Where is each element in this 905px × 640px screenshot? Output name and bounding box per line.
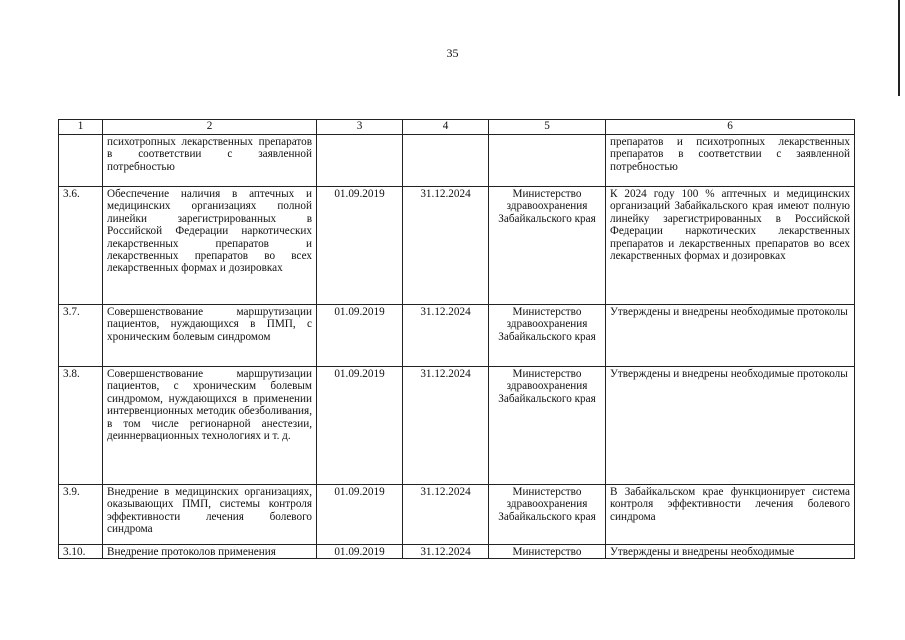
table-row [59, 545, 855, 559]
header-row [59, 120, 855, 135]
result-cell: В Забайкальском крае функционирует система контроля эффективности лечения болевого синдрома [606, 485, 855, 545]
start-date-cell: 01.09.2019 [317, 367, 403, 485]
result-cell: Утверждены и внедрены необходимые протоколы [606, 367, 855, 485]
result-cell: К 2024 году 100 % аптечных и медицинских организаций Забайкальского края имеют полную линейку зарегистрированных в Российской Федерации наркотических лекарственных препаратов и лекарственных препаратов во всех лекарственных формах и дозировках [606, 187, 855, 305]
header-cell-1: 1 [59, 120, 103, 135]
table-row [59, 367, 855, 485]
executor-cell: Министерство здравоохранения Забайкальского края [489, 187, 606, 305]
row-number: 3.9. [59, 485, 103, 545]
end-date-cell: 31.12.2024 [403, 305, 489, 367]
executor-cell: Министерство здравоохранения Забайкальского края [489, 305, 606, 367]
executor-cell: Министерство здравоохранения Забайкальского края [489, 485, 606, 545]
result-cell: Утверждены и внедрены необходимые протоколы [606, 305, 855, 367]
start-date-cell: 01.09.2019 [317, 187, 403, 305]
row-number: 3.7. [59, 305, 103, 367]
header-cell-3: 3 [317, 120, 403, 135]
end-date-cell: 31.12.2024 [403, 485, 489, 545]
measures-table [58, 119, 855, 559]
measure-cell: Обеспечение наличия в аптечных и медицинских организациях полной линейки зарегистрированных в Российской Федерации наркотических лекарственных препаратов и лекарственных препаратов во всех лекарственных формах и дозировках [103, 187, 317, 305]
executor-cell [489, 135, 606, 187]
start-date-cell: 01.09.2019 [317, 545, 403, 559]
table-row [59, 305, 855, 367]
measure-cell: Внедрение в медицинских организациях, оказывающих ПМП, системы контроля эффективности лечения болевого синдрома [103, 485, 317, 545]
start-date-cell [317, 135, 403, 187]
header-cell-2: 2 [103, 120, 317, 135]
measure-cell: Внедрение протоколов применения [103, 545, 317, 559]
header-cell-4: 4 [403, 120, 489, 135]
header-cell-6: 6 [606, 120, 855, 135]
table-row [59, 485, 855, 545]
table-row [59, 135, 855, 187]
result-cell: препаратов и психотропных лекарственных препаратов в соответствии с заявленной потребностью [606, 135, 855, 187]
measure-cell: психотропных лекарственных препаратов в соответствии с заявленной потребностью [103, 135, 317, 187]
end-date-cell: 31.12.2024 [403, 545, 489, 559]
start-date-cell: 01.09.2019 [317, 305, 403, 367]
row-number: 3.6. [59, 187, 103, 305]
header-cell-5: 5 [489, 120, 606, 135]
row-number: 3.10. [59, 545, 103, 559]
executor-cell: Министерство здравоохранения Забайкальского края [489, 367, 606, 485]
row-number [59, 135, 103, 187]
table-row [59, 187, 855, 305]
measure-cell: Совершенствование маршрутизации пациентов, с хроническим болевым синдромом, нуждающихся в применении интервенционных методик обезболивания, в том числе регионарной анестезии, деиннервационных технологиях и т. д. [103, 367, 317, 485]
start-date-cell: 01.09.2019 [317, 485, 403, 545]
measure-cell: Совершенствование маршрутизации пациентов, нуждающихся в ПМП, с хроническим болевым синдромом [103, 305, 317, 367]
row-number: 3.8. [59, 367, 103, 485]
result-cell: Утверждены и внедрены необходимые [606, 545, 855, 559]
page-edge-line [898, 0, 900, 96]
end-date-cell: 31.12.2024 [403, 187, 489, 305]
page-number: 35 [446, 46, 459, 60]
end-date-cell [403, 135, 489, 187]
end-date-cell: 31.12.2024 [403, 367, 489, 485]
executor-cell: Министерство [489, 545, 606, 559]
